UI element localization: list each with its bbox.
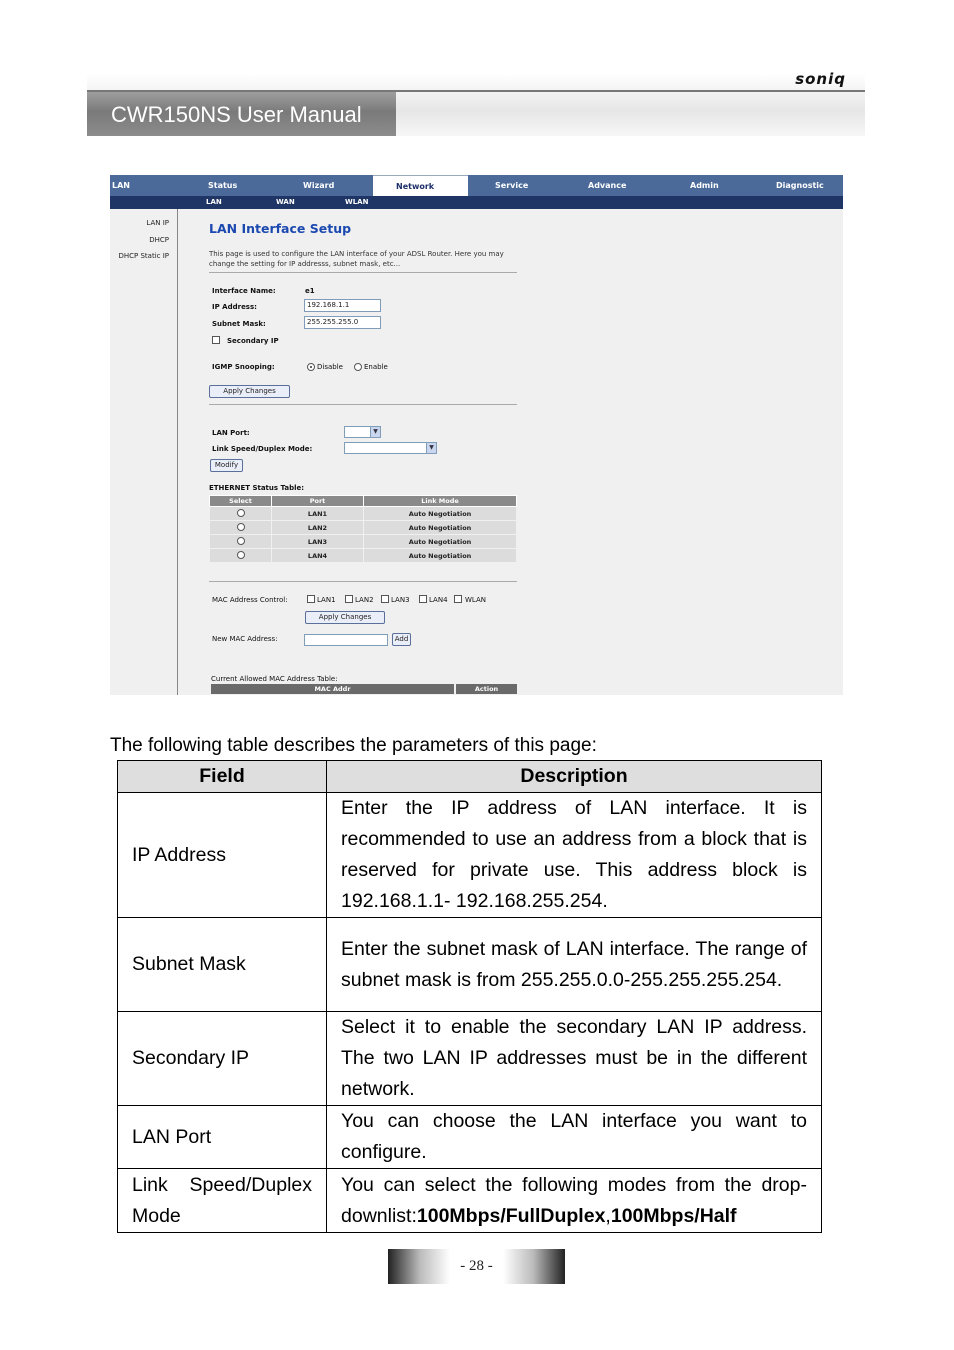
description-cell: Enter the IP address of LAN interface. It is recommended to use an address from a block that is reserved for private use. This address block is 192.168.1.1- 192.168.255.254.	[327, 793, 822, 918]
new-mac-input[interactable]	[304, 634, 388, 646]
chevron-down-icon: ▼	[426, 443, 436, 453]
column-header: Description	[327, 761, 822, 793]
select-radio[interactable]	[237, 537, 245, 545]
nav-wizard[interactable]: Wizard	[303, 181, 335, 190]
mac-lan4-checkbox[interactable]	[419, 595, 427, 603]
field-cell: Secondary IP	[118, 1012, 327, 1106]
link-speed-select[interactable]	[344, 442, 437, 454]
nav-advance[interactable]: Advance	[588, 181, 627, 190]
secondary-ip-label: Secondary IP	[227, 337, 279, 345]
nav-service[interactable]: Service	[495, 181, 529, 190]
table-row	[118, 1012, 822, 1106]
mac-wlan-label: WLAN	[465, 596, 487, 604]
mac-lan2-label: LAN2	[355, 596, 374, 604]
mode-name: 100Mbps/Half	[610, 1204, 737, 1227]
sidebar-item-dhcp-static-ip[interactable]: DHCP Static IP	[118, 252, 169, 260]
divider	[209, 581, 517, 582]
secondary-ip-checkbox[interactable]	[212, 336, 220, 344]
mac-lan1-checkbox[interactable]	[307, 595, 315, 603]
link-speed-label: Link Speed/Duplex Mode:	[212, 445, 313, 453]
ip-address-input[interactable]: 192.168.1.1	[304, 299, 381, 312]
divider	[209, 404, 517, 405]
add-button[interactable]: Add	[392, 633, 411, 646]
interface-name-label: Interface Name:	[212, 287, 276, 295]
sidebar-item-lan-ip[interactable]: LAN IP	[146, 219, 169, 227]
mac-lan1-label: LAN1	[317, 596, 336, 604]
subnet-mask-label: Subnet Mask:	[212, 320, 266, 328]
table-row	[210, 535, 517, 549]
port-cell: LAN3	[272, 535, 364, 549]
mac-lan2-checkbox[interactable]	[345, 595, 353, 603]
subnav-wan[interactable]: WAN	[276, 198, 295, 206]
field-cell: Subnet Mask	[118, 918, 327, 1012]
nav-network[interactable]: Network	[373, 175, 468, 196]
nav-diagnostic[interactable]: Diagnostic	[776, 181, 824, 190]
subnav-wlan[interactable]: WLAN	[345, 198, 369, 206]
lan-port-label: LAN Port:	[212, 429, 250, 437]
mac-lan3-checkbox[interactable]	[381, 595, 389, 603]
manual-title: CWR150NS User Manual	[87, 92, 396, 136]
apply-changes-button[interactable]: Apply Changes	[209, 385, 290, 398]
subnav-lan[interactable]: LAN	[206, 198, 222, 206]
mac-addr-column-header: MAC Addr	[211, 684, 454, 694]
table-row	[118, 1106, 822, 1169]
column-header: Link Mode	[364, 496, 517, 507]
port-cell: LAN4	[272, 549, 364, 563]
mac-lan4-label: LAN4	[429, 596, 448, 604]
modify-button[interactable]: Modify	[210, 459, 243, 472]
igmp-disable-radio[interactable]	[307, 363, 315, 371]
link-mode-cell: Auto Negotiation	[364, 535, 517, 549]
table-row	[210, 549, 517, 563]
port-cell: LAN1	[272, 507, 364, 521]
mac-control-label: MAC Address Control:	[212, 596, 288, 604]
ethernet-table-title: ETHERNET Status Table:	[209, 484, 305, 492]
link-mode-cell: Auto Negotiation	[364, 549, 517, 563]
link-mode-cell: Auto Negotiation	[364, 507, 517, 521]
description-cell	[327, 1169, 822, 1233]
allowed-mac-title: Current Allowed MAC Address Table:	[211, 675, 338, 683]
igmp-enable-radio[interactable]	[354, 363, 362, 371]
description-cell: Enter the subnet mask of LAN interface. The range of subnet mask is from 255.255.0.0-255.255.255.254.	[327, 918, 822, 1012]
table-row	[118, 793, 822, 918]
table-row	[118, 918, 822, 1012]
port-cell: LAN2	[272, 521, 364, 535]
column-header: Port	[272, 496, 364, 507]
action-column-header: Action	[456, 684, 517, 694]
divider	[209, 272, 517, 273]
sub-navigation	[110, 196, 843, 209]
page-number: - 28 -	[388, 1249, 565, 1284]
description-cell: Select it to enable the secondary LAN IP address. The two LAN IP addresses must be in the different network.	[327, 1012, 822, 1106]
subnet-mask-input[interactable]: 255.255.255.0	[304, 316, 381, 329]
sidebar-item-dhcp[interactable]: DHCP	[149, 236, 169, 244]
mac-apply-changes-button[interactable]: Apply Changes	[305, 611, 385, 624]
nav-admin[interactable]: Admin	[690, 181, 719, 190]
top-navigation	[110, 175, 843, 196]
nav-lan[interactable]: LAN	[112, 181, 130, 190]
sidebar	[110, 209, 178, 695]
field-cell: IP Address	[118, 793, 327, 918]
igmp-disable-label: Disable	[317, 363, 343, 371]
page-title: LAN Interface Setup	[209, 221, 352, 236]
ethernet-status-table	[209, 495, 517, 563]
mac-lan3-label: LAN3	[391, 596, 410, 604]
router-screenshot	[110, 175, 843, 695]
brand-logo: soniq	[795, 70, 846, 88]
mac-wlan-checkbox[interactable]	[454, 595, 462, 603]
select-radio[interactable]	[237, 551, 245, 559]
description-text: You can select the following modes from the drop-downlist:	[341, 1173, 807, 1227]
lan-port-select[interactable]	[344, 426, 381, 438]
separator: ,	[605, 1204, 611, 1227]
table-row	[210, 507, 517, 521]
parameters-table	[117, 760, 822, 1233]
table-row	[210, 521, 517, 535]
field-cell: Link Speed/Duplex Mode	[118, 1169, 327, 1233]
select-radio[interactable]	[237, 523, 245, 531]
interface-name-value: e1	[305, 287, 315, 295]
description-cell: You can choose the LAN interface you want to configure.	[327, 1106, 822, 1169]
new-mac-label: New MAC Address:	[212, 635, 278, 643]
ip-address-label: IP Address:	[212, 303, 257, 311]
select-radio[interactable]	[237, 509, 245, 517]
column-header: Select	[210, 496, 272, 507]
table-row	[118, 1169, 822, 1233]
intro-text: The following table describes the parameters of this page:	[110, 735, 597, 756]
igmp-snooping-label: IGMP Snooping:	[212, 363, 275, 371]
link-mode-cell: Auto Negotiation	[364, 521, 517, 535]
page-description: This page is used to configure the LAN interface of your ADSL Router. Here you may change the setting for IP addresss, subnet mask, etc...	[209, 250, 504, 268]
chevron-down-icon: ▼	[370, 427, 380, 437]
nav-status[interactable]: Status	[208, 181, 238, 190]
igmp-enable-label: Enable	[364, 363, 388, 371]
field-cell: LAN Port	[118, 1106, 327, 1169]
mode-name: 100Mbps/FullDuplex	[416, 1204, 606, 1227]
column-header: Field	[118, 761, 327, 793]
